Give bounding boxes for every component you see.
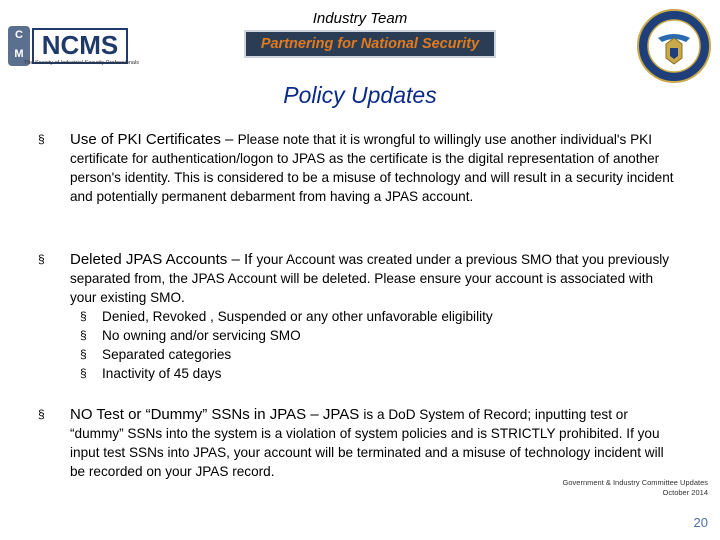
sub-item: § Inactivity of 45 days — [80, 366, 222, 381]
sub-marker: § — [80, 328, 87, 342]
sub-list — [70, 307, 678, 383]
partnering-banner: Partnering for National Security — [244, 30, 496, 58]
ncms-badge-letter-c: C — [15, 29, 23, 41]
bullet-body: is a DoD System of Record; inputting test or “dummy” SSNs into the system is a violation of system policies and is STRICTLY prohibited. If you input test SSNs into JPAS, your account will be terminated and a misuse of technology incident will be recorded on your JPAS record. — [70, 407, 664, 479]
bullet-body: your Account was created under a previous SMO that you previously separated from, the JPAS Account will be deleted. Please ensure your account is associated with your existing SMO. — [70, 252, 670, 305]
bullet-body: Please note that it is wrongful to willingly use another individual's PKI certificate for authentication/logon to JPAS as the certificate is the digital representation of another person's identity. This is considered to be a misuse of technology and will result in a security incident and potentially permanent debarment from having a JPAS account. — [70, 132, 674, 204]
page-number: 20 — [693, 515, 708, 530]
ncms-logo — [8, 26, 158, 70]
footer-line1: Government & Industry Committee Updates — [562, 478, 708, 487]
bullet-deleted-jpas-accounts — [38, 250, 678, 383]
bullet-pki-certificates — [38, 130, 678, 206]
bullet-marker: § — [38, 132, 45, 146]
bullet-marker: § — [38, 252, 45, 266]
dod-agency-seal-icon — [636, 8, 712, 84]
ncms-tagline: The Society of Industrial Security Professionals — [24, 60, 139, 66]
bullet-lead: NO Test or “Dummy” SSNs in JPAS – JPAS — [70, 406, 364, 423]
bullet-lead: Deleted JPAS Accounts – If — [70, 251, 257, 268]
sub-marker: § — [80, 366, 87, 380]
sub-marker: § — [80, 309, 87, 323]
bullet-lead: Use of PKI Certificates – — [70, 131, 238, 148]
sub-item: § Separated categories — [80, 347, 232, 362]
footer-line2: October 2014 — [662, 488, 708, 497]
sub-marker: § — [80, 347, 87, 361]
sub-item: § No owning and/or servicing SMO — [80, 328, 301, 343]
ncms-wordmark: NCMS — [32, 28, 128, 64]
bullet-marker: § — [38, 407, 45, 421]
header-title: Industry Team — [312, 10, 408, 27]
footer-note — [563, 478, 708, 498]
bullet-no-test-ssns — [38, 405, 678, 481]
sub-item: § Denied, Revoked , Suspended or any other unfavorable eligibility — [80, 309, 493, 324]
ncms-badge-letter-m: M — [14, 48, 24, 60]
page-title: Policy Updates — [283, 82, 437, 108]
